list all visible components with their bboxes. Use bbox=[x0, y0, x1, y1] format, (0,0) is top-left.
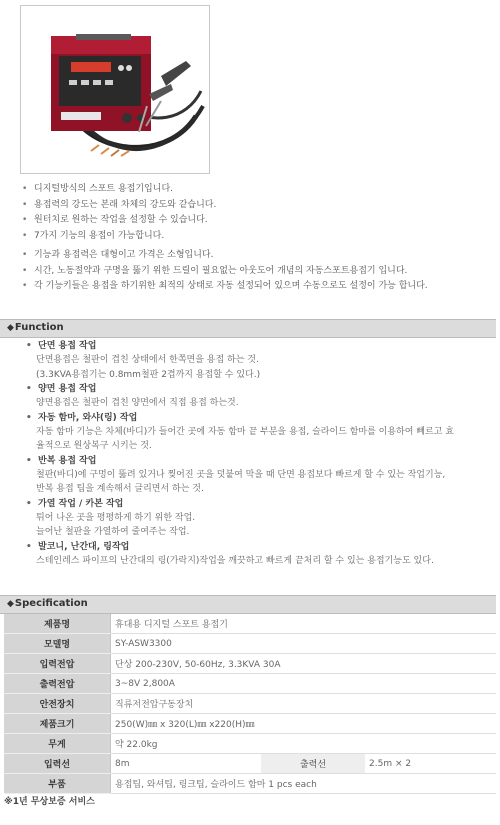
spec-label: 제품명 bbox=[4, 614, 111, 634]
function-item bbox=[26, 454, 496, 497]
function-desc: (3.3KVA용접기는 0.8mm철판 2겹까지 용접할 수 있다.) bbox=[36, 369, 261, 380]
feature-item: • 시간, 노동절약과 구명을 뚫기 위한 드릴이 필요없는 아웃도어 개념의 자동스포트용접기 입니다. bbox=[22, 264, 492, 280]
function-desc: 늘어난 철판을 가열하여 줄여주는 작업. bbox=[36, 527, 190, 537]
warranty-note: ※1년 무상보증 서비스 bbox=[4, 797, 95, 807]
spec-value: 단상 200-230V, 50-60Hz, 3.3KVA 30A bbox=[111, 654, 497, 674]
spec-value: 2.5m × 2 bbox=[365, 754, 496, 774]
feature-item: • 디지털방식의 스포트 용접기입니다. bbox=[22, 182, 492, 198]
spec-label: 무게 bbox=[4, 734, 111, 754]
function-desc: 튀어 나온 곳을 평평하게 하기 위한 작업. bbox=[36, 512, 196, 523]
feature-item: • 기능과 용접력은 대형이고 가격은 소형입니다. bbox=[22, 248, 492, 264]
spec-label: 출력선 bbox=[261, 754, 365, 774]
table-row bbox=[4, 774, 496, 794]
function-desc: 단면용접은 철판이 겹친 상태에서 한쪽면을 용접 하는 것. bbox=[36, 355, 259, 365]
function-title: • 가열 작업 / 카본 작업 bbox=[26, 497, 496, 511]
function-title: • 발코니, 난간대, 링작업 bbox=[26, 540, 496, 554]
function-desc: 철판(바디)에 구멍이 뚫려 있거나 찢어진 곳을 덧붙여 막을 때 단면 용접보다 빠르게 할 수 있는 작업기능, bbox=[36, 469, 446, 480]
function-title: • 반복 용접 작업 bbox=[26, 454, 496, 468]
spec-label: 입력선 bbox=[4, 754, 111, 774]
function-desc: 양면용접은 철판이 겹친 양면에서 직접 용접 하는것. bbox=[36, 398, 239, 408]
spec-label: 부품 bbox=[4, 774, 111, 794]
spec-label: 제품크기 bbox=[4, 714, 111, 734]
table-row bbox=[4, 714, 496, 734]
function-desc: 자동 함마 기능은 차체(바디)가 들어간 곳에 자동 함마 끝 부분을 용접, 슬라이드 함마를 이용하여 빼르고 효 bbox=[36, 426, 454, 437]
section-title: ◆Specification bbox=[7, 598, 88, 609]
table-row bbox=[4, 694, 496, 714]
function-item bbox=[26, 382, 496, 411]
function-list bbox=[26, 339, 496, 568]
specification-header bbox=[0, 595, 496, 614]
function-item bbox=[26, 540, 496, 569]
feature-list bbox=[22, 182, 492, 295]
function-item bbox=[26, 339, 496, 382]
function-desc: 반복 용접 팁을 계속해서 글리면서 하는 것. bbox=[36, 484, 204, 494]
spec-value: 휴대용 디지털 스포트 용접기 bbox=[111, 614, 497, 634]
spec-table bbox=[4, 614, 496, 794]
table-row bbox=[4, 734, 496, 754]
spec-label: 출력전압 bbox=[4, 674, 111, 694]
product-image bbox=[20, 5, 210, 174]
feature-item: • 각 기능키들은 용접을 하기위한 최적의 상태로 자동 설정되어 있으며 수동으로도 설정이 가능 합니다. bbox=[22, 279, 492, 295]
spec-label: 모델명 bbox=[4, 634, 111, 654]
spec-value: 용접팁, 와셔팁, 링크팁, 슬라이드 함마 1 pcs each bbox=[111, 774, 497, 794]
table-row bbox=[4, 654, 496, 674]
function-desc: 스테인레스 파이프의 난간대의 링(가락지)작업을 깨끗하고 빠르게 끝처리 할 수 있는 용접기능도 있다. bbox=[36, 555, 434, 566]
section-title: ◆Function bbox=[7, 322, 64, 333]
spec-value: SY-ASW3300 bbox=[111, 634, 497, 654]
function-item bbox=[26, 497, 496, 540]
function-desc: 율적으로 원상복구 시키는 것. bbox=[36, 441, 152, 451]
feature-item: • 원터치로 원하는 작업을 설정할 수 있습니다. bbox=[22, 213, 492, 229]
spec-label: 입력전압 bbox=[4, 654, 111, 674]
table-row bbox=[4, 634, 496, 654]
feature-item: • 7가지 기능의 용접이 가능합니다. bbox=[22, 229, 492, 245]
function-title: • 단면 용접 작업 bbox=[26, 339, 496, 353]
diamond-icon: ◆ bbox=[7, 323, 14, 333]
diamond-icon: ◆ bbox=[7, 599, 14, 609]
table-row bbox=[4, 754, 496, 774]
table-row bbox=[4, 674, 496, 694]
feature-item: • 용접력의 강도는 본래 차체의 강도와 같습니다. bbox=[22, 198, 492, 214]
function-header bbox=[0, 319, 496, 338]
function-title: • 자동 함마, 와샤(링) 작업 bbox=[26, 411, 496, 425]
function-item bbox=[26, 411, 496, 454]
table-row bbox=[4, 614, 496, 634]
spec-value: 3~8V 2,800A bbox=[111, 674, 497, 694]
spec-value: 8m bbox=[111, 754, 262, 774]
spec-label: 안전장치 bbox=[4, 694, 111, 714]
spec-value: 약 22.0kg bbox=[111, 734, 497, 754]
spec-value: 250(W)㎜ x 320(L)㎜ x220(H)㎜ bbox=[111, 714, 497, 734]
spec-value: 직류저전압구동장치 bbox=[111, 694, 497, 714]
function-title: • 양면 용접 작업 bbox=[26, 382, 496, 396]
